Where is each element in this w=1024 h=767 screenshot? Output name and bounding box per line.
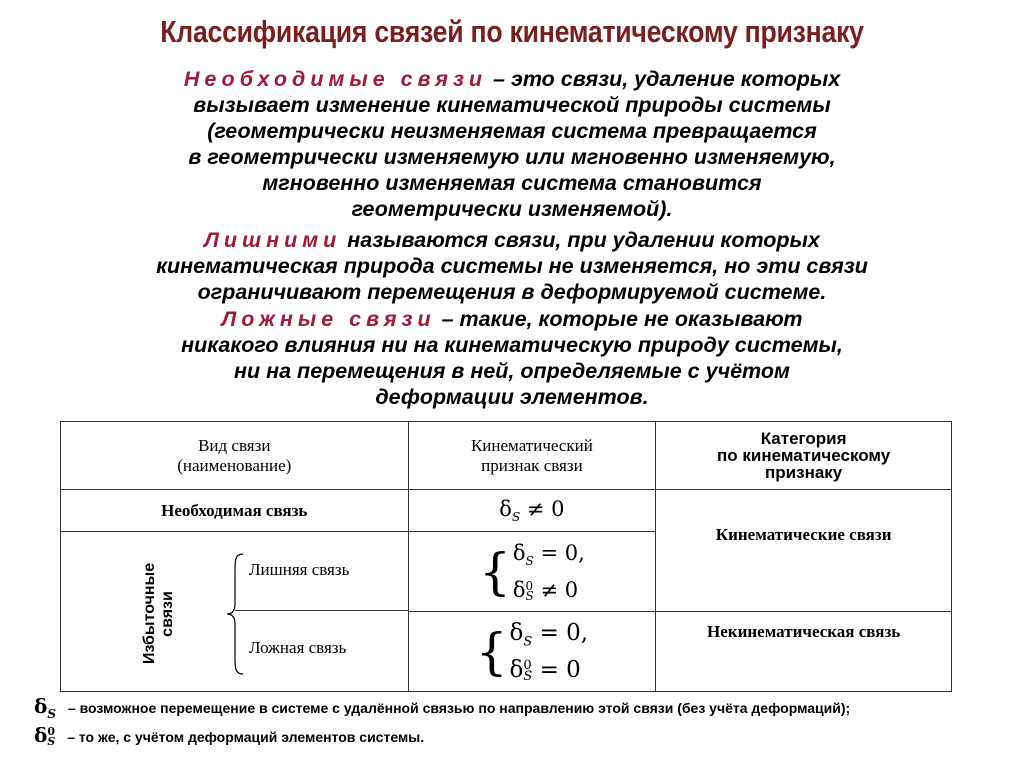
paragraph-false [0, 306, 1024, 410]
header-type [61, 422, 409, 490]
paragraph-line: вызывает изменение кинематической природы системы [193, 93, 831, 117]
term-false: Ложные связи [221, 307, 436, 331]
legend-item-2 [34, 723, 424, 747]
paragraph-text: – это связи, удаление которых [487, 67, 841, 91]
paragraph-necessary [0, 66, 1024, 222]
paragraph-line: ограничивают перемещения в деформируемой системе. [197, 280, 827, 304]
paragraph-line [0, 66, 1024, 92]
legend-text: – то же, с учётом деформаций элементов системы. [67, 729, 425, 745]
classification-table [60, 421, 952, 692]
cell-necessary-formula [408, 490, 656, 532]
excess-label-line: связи [159, 591, 176, 637]
table-header-row [61, 422, 952, 490]
paragraph-line [0, 227, 1024, 253]
formula-line: $\delta_S = 0$, [509, 619, 589, 650]
table-row [61, 490, 952, 532]
formula [510, 619, 589, 685]
legend-text: – возможное перемещение в системе с удалённой связью по направлению этой связи (без учёта деформаций); [67, 700, 851, 716]
formula-system [409, 539, 656, 603]
formula-line: δ 0 S ≠ 0 [512, 577, 579, 604]
brace-icon [225, 552, 245, 676]
legend-symbol: δ 0 S [34, 723, 56, 748]
cell-redundant-name: Лишняя связь [249, 560, 350, 579]
paragraph-line: в геометрически изменяемую или мгновенно изменяемую, [188, 145, 836, 169]
header-text: по кинематическому [717, 446, 891, 465]
term-necessary: Необходимые связи [183, 67, 488, 91]
paragraph-line: (геометрически неизменяемая система превращается [207, 119, 817, 143]
paragraph-line: ни на перемещения в ней, определяемые с учётом [234, 359, 790, 383]
excess-label-line: Избыточные [141, 562, 158, 664]
paragraph-redundant [0, 227, 1024, 305]
header-text: Категория [760, 429, 847, 448]
header-text: (наименование) [177, 455, 292, 475]
cell-category-nonkinematic: Некинематическая связь [656, 612, 952, 692]
formula-line: $\delta_S = 0$, [512, 541, 585, 569]
header-text: признаку [765, 463, 843, 482]
brace-icon: { [479, 542, 511, 601]
formula [513, 539, 585, 603]
formula: $\delta_S \ne 0$ [499, 496, 565, 525]
paragraph-line: геометрически изменяемой). [351, 197, 673, 221]
paragraph-line: никакого влияния ни на кинематическую природу системы, [181, 333, 843, 357]
header-text: признак связи [481, 455, 583, 475]
cell-false-name: Ложная связь [249, 638, 347, 657]
paragraph-line [0, 306, 1024, 332]
cell-category-kinematic: Кинематические связи [656, 490, 952, 612]
cell-excess-group [61, 532, 409, 692]
header-text: Вид связи [198, 435, 271, 455]
header-text: Кинематический [470, 435, 593, 455]
header-sign [408, 422, 656, 490]
cell-false-formula [408, 612, 656, 692]
paragraph-line: мгновенно изменяемая система становится [262, 171, 762, 195]
term-redundant: Лишними [204, 228, 342, 252]
brace-icon: { [475, 622, 508, 681]
cell-redundant-formula [408, 532, 656, 612]
paragraph-line: деформации элементов. [375, 385, 649, 409]
page-title: Классификация связей по кинематическому признаку [160, 14, 864, 49]
paragraph-line: кинематическая природа системы не изменяется, но эти связи [156, 254, 868, 278]
legend-item-1 [34, 694, 850, 721]
cell-necessary-name: Необходимая связь [61, 490, 409, 532]
formula-system [409, 619, 656, 685]
row-divider [235, 610, 409, 611]
paragraph-text: – такие, которые не оказывают [435, 307, 803, 331]
paragraph-text: называются связи, при удалении которых [341, 228, 820, 252]
legend-symbol: $\delta_S$ [34, 694, 57, 721]
formula-line: δ 0 S = 0 [509, 657, 581, 685]
excess-group-label [141, 564, 181, 664]
header-category [656, 422, 952, 490]
